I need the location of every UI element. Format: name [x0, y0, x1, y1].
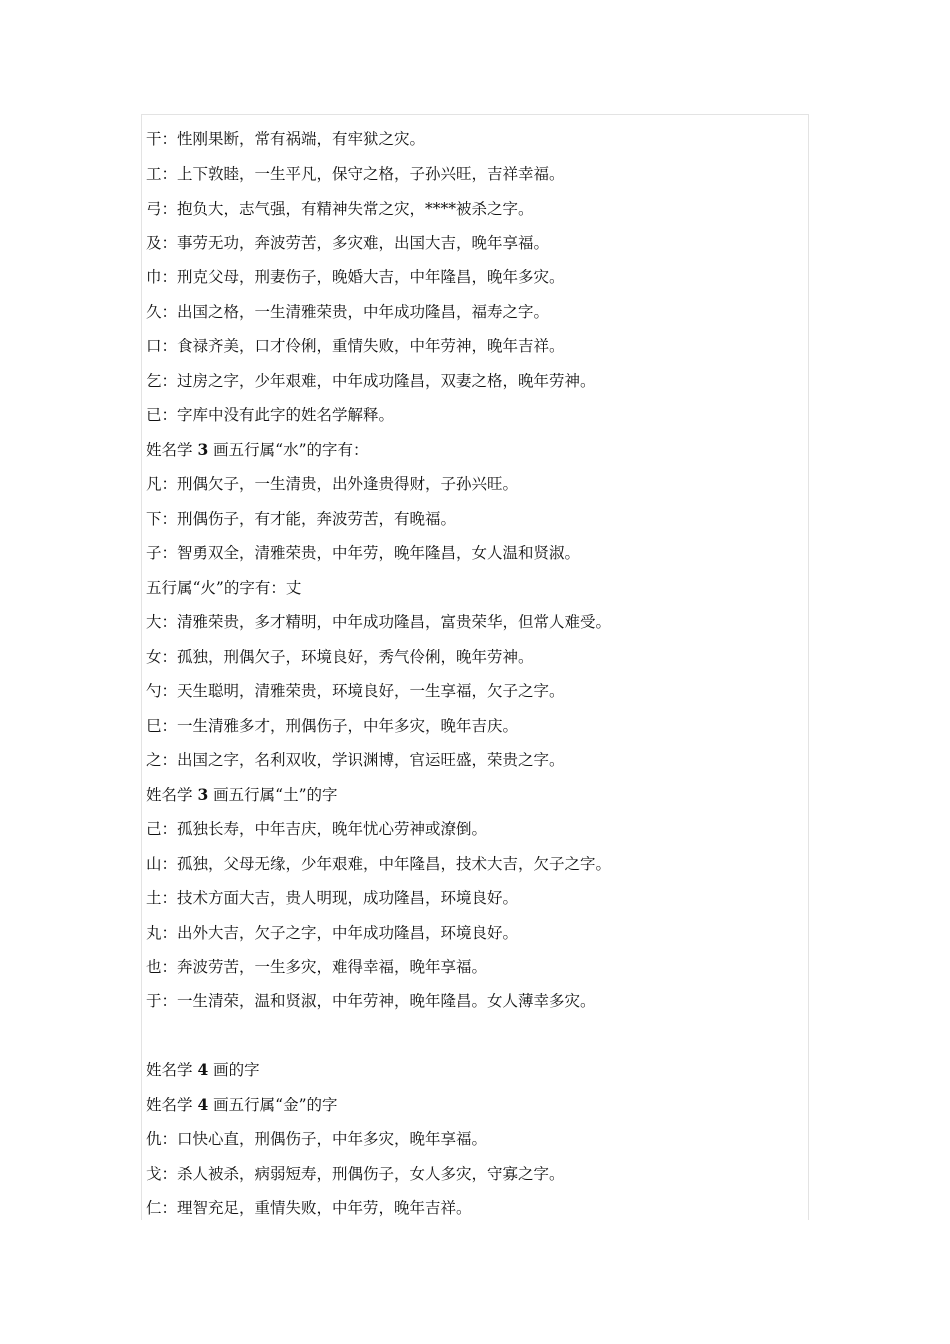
text-line: 于：一生清荣，温和贤淑，中年劳神，晚年隆昌。女人薄幸多灾。: [146, 992, 596, 1010]
text-line: 山：孤独，父母无缘，少年艰难，中年隆昌，技术大吉，欠子之字。: [146, 855, 612, 873]
text-line: 女：孤独，刑偶欠子，环境良好，秀气伶俐，晚年劳神。: [146, 648, 534, 666]
text-line: 己：孤独长寿，中年吉庆，晚年忧心劳神或潦倒。: [146, 820, 488, 838]
text-line: 巳：一生清雅多才，刑偶伤子，中年多灾，晚年吉庆。: [146, 717, 519, 735]
text-line: 戈：杀人被杀，病弱短寿，刑偶伤子，女人多灾，守寡之字。: [146, 1165, 565, 1183]
document-text-box: [141, 114, 809, 1220]
text-line: 乞：过房之字，少年艰难，中年成功隆昌，双妻之格，晚年劳神。: [146, 372, 596, 390]
text-line: 及：事劳无功，奔波劳苦，多灾难，出国大吉，晚年享福。: [146, 234, 550, 252]
text-line: 大：清雅荣贵，多才精明，中年成功隆昌，富贵荣华，但常人难受。: [146, 613, 612, 631]
text-line: 凡：刑偶欠子，一生清贵，出外逢贵得财，子孙兴旺。: [146, 475, 519, 493]
text-line: 口：食禄齐美，口才伶俐，重情失败，中年劳神，晚年吉祥。: [146, 337, 565, 355]
text-line: 弓：抱负大，志气强，有精神失常之灾，****被杀之字。: [146, 200, 534, 218]
section-heading: 姓名学 4 画的字: [146, 1060, 260, 1079]
text-line: 子：智勇双全，清雅荣贵，中年劳，晚年隆昌，女人温和贤淑。: [146, 544, 581, 562]
text-line: 工：上下敦睦，一生平凡，保守之格，子孙兴旺，吉祥幸福。: [146, 165, 565, 183]
section-heading: 姓名学 3 画五行属“土”的字: [146, 785, 338, 804]
text-line: 也：奔波劳苦，一生多灾，难得幸福，晚年享福。: [146, 958, 488, 976]
section-heading: 姓名学 3 画五行属“水”的字有：: [146, 440, 369, 459]
text-line: 巾：刑克父母，刑妻伤子，晚婚大吉，中年隆昌，晚年多灾。: [146, 268, 565, 286]
text-line: 下：刑偶伤子，有才能，奔波劳苦，有晚福。: [146, 510, 457, 528]
text-line: 丸：出外大吉，欠子之字，中年成功隆昌，环境良好。: [146, 924, 519, 942]
text-line: 勺：天生聪明，清雅荣贵，环境良好，一生享福，欠子之字。: [146, 682, 565, 700]
text-line: 仇：口快心直，刑偶伤子，中年多灾，晚年享福。: [146, 1130, 488, 1148]
text-line: 土：技术方面大吉，贵人明现，成功隆昌，环境良好。: [146, 889, 519, 907]
text-line: 已：字库中没有此字的姓名学解释。: [146, 406, 395, 424]
text-line: 之：出国之字，名利双收，学识渊博，官运旺盛，荣贵之字。: [146, 751, 565, 769]
section-heading: 五行属“火”的字有：丈: [146, 579, 302, 597]
text-line: 仁：理智充足，重情失败，中年劳，晚年吉祥。: [146, 1199, 472, 1217]
text-line: 久：出国之格，一生清雅荣贵，中年成功隆昌，福寿之字。: [146, 303, 550, 321]
text-line: 干：性刚果断，常有祸端，有牢狱之灾。: [146, 130, 426, 148]
section-heading: 姓名学 4 画五行属“金”的字: [146, 1095, 338, 1114]
